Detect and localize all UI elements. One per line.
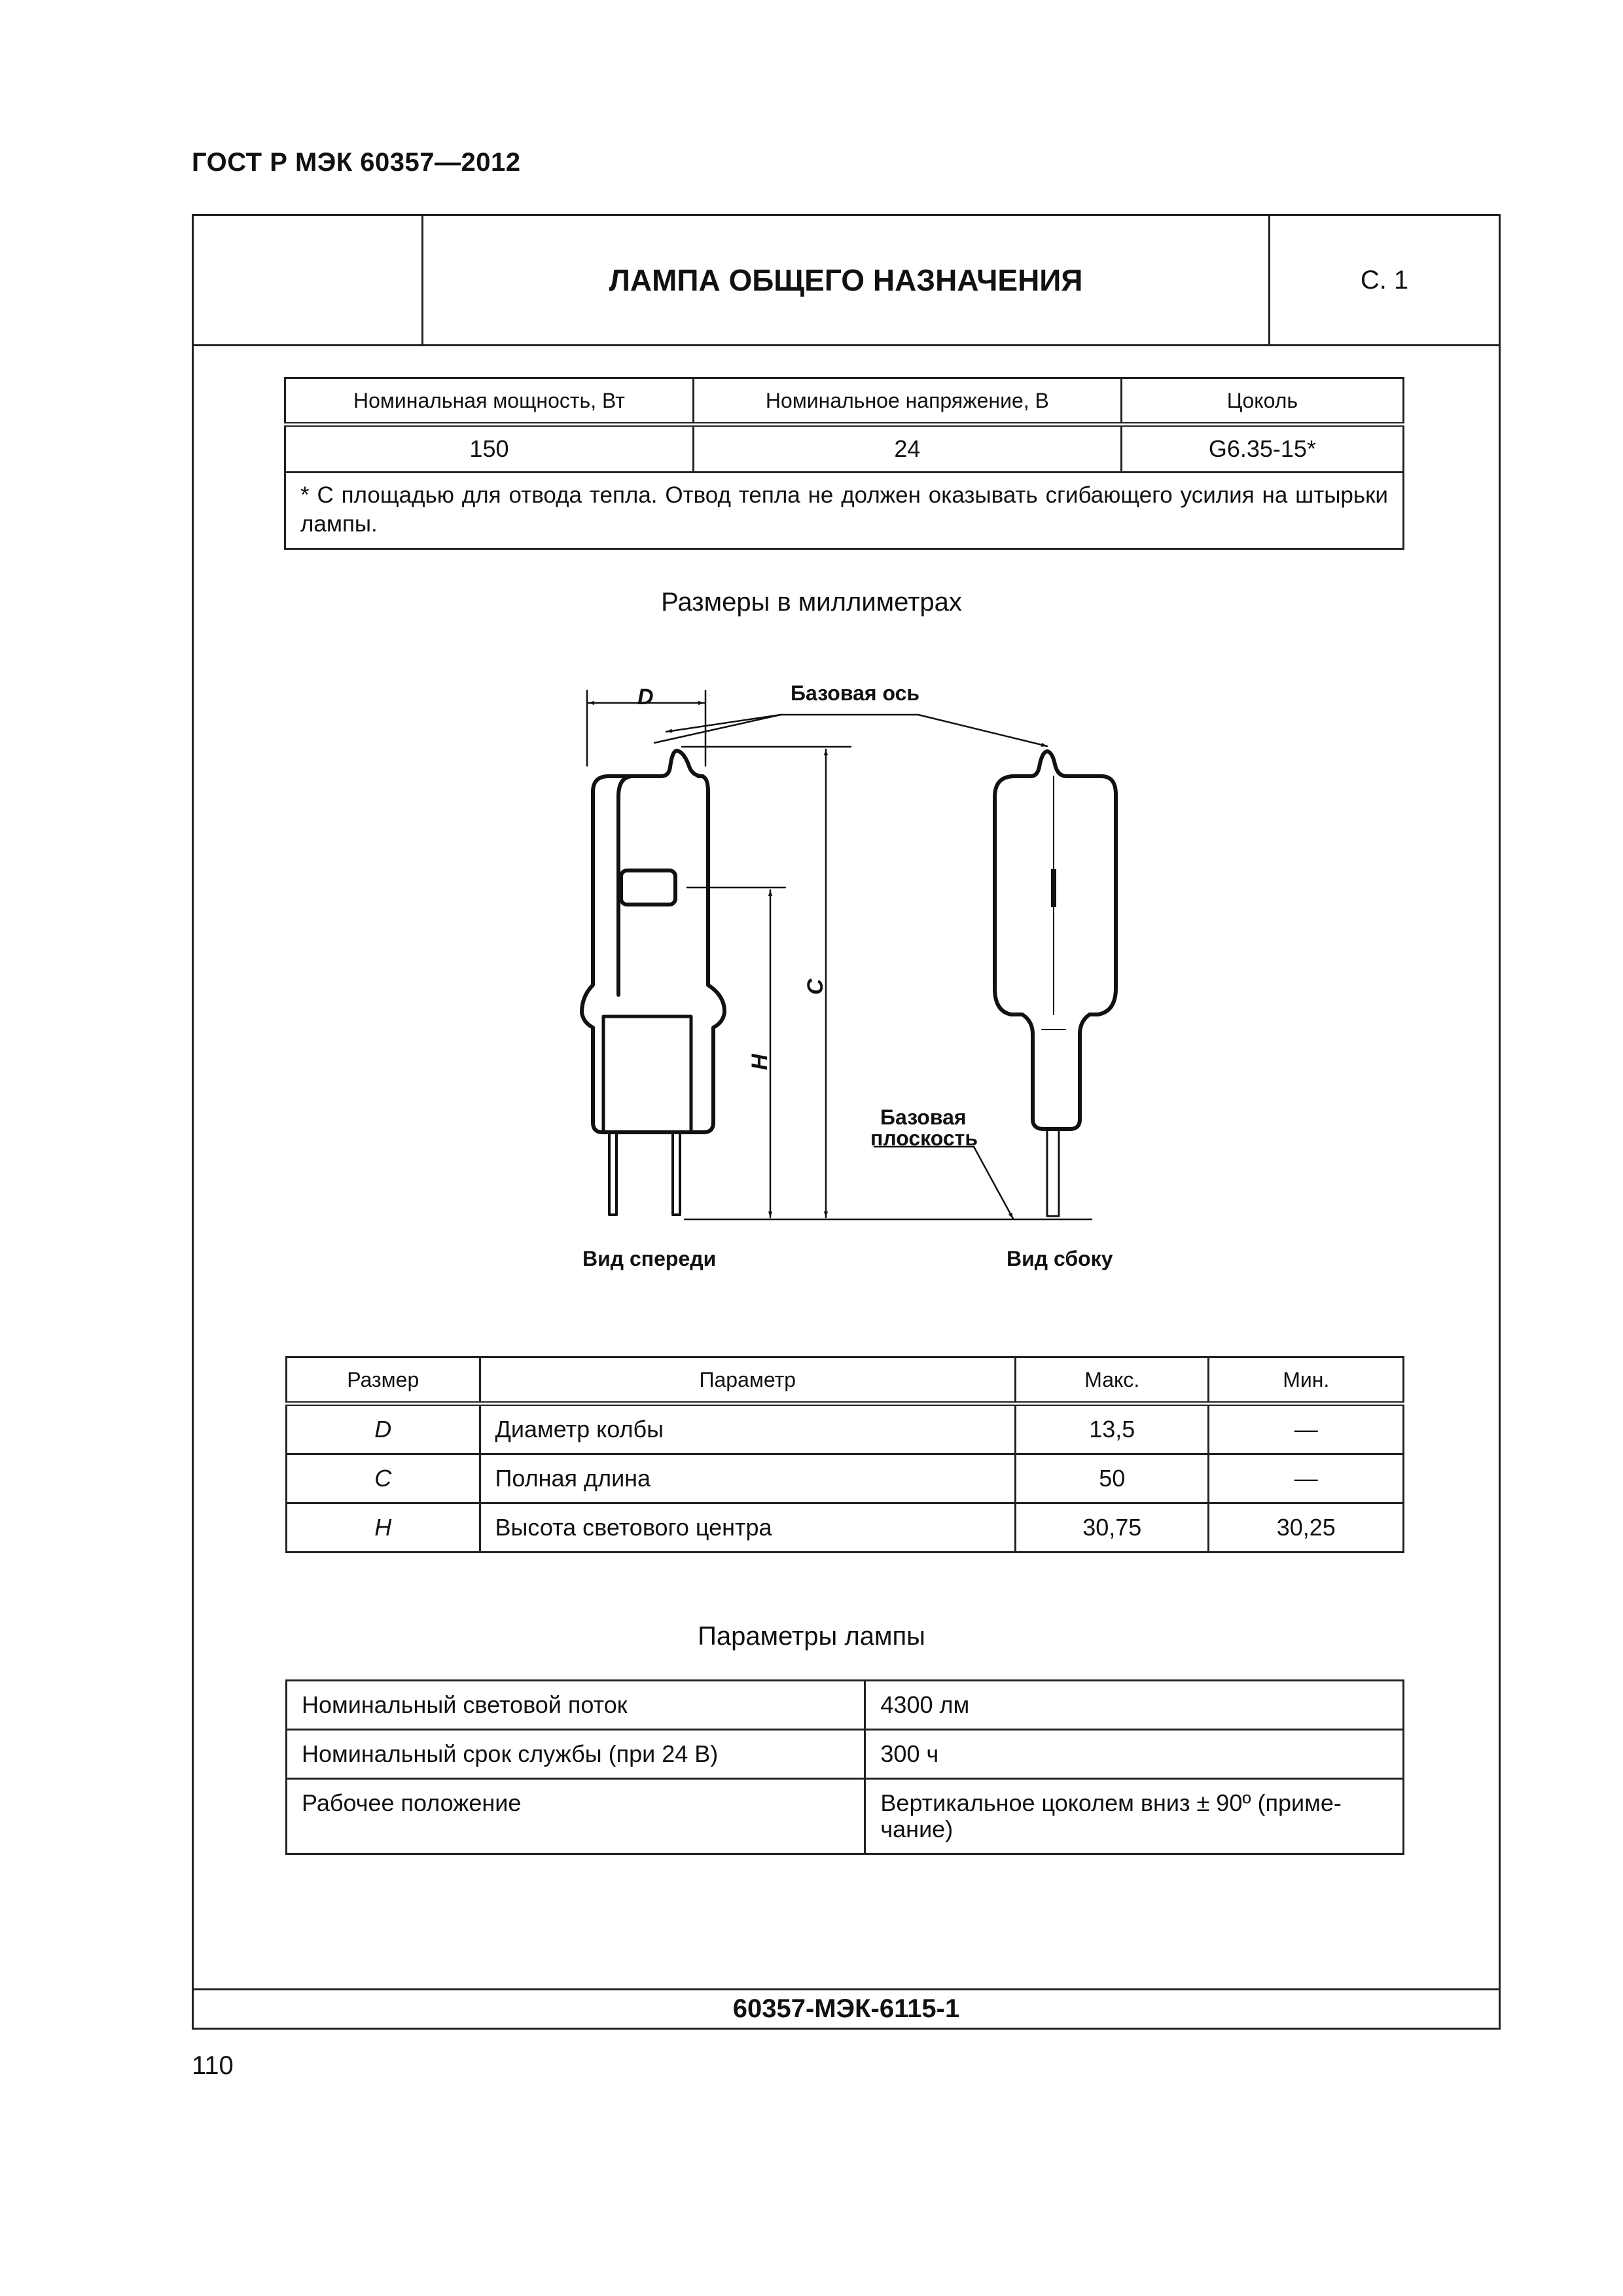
sheet-page-label: С. 1 bbox=[1360, 265, 1409, 295]
dim-symbol: H bbox=[287, 1503, 480, 1552]
spec-header-voltage: Номинальное напряжение, В bbox=[693, 378, 1121, 425]
table-row bbox=[287, 1730, 1404, 1779]
spec-values-row bbox=[285, 425, 1404, 473]
param-name: Номинальный световой поток bbox=[287, 1681, 865, 1730]
table-row bbox=[287, 1779, 1404, 1854]
table-row bbox=[287, 1503, 1404, 1552]
spec-footnote: * С площадью для отвода тепла. Отвод тепла не должен оказывать сгибающего усилия на штырьки лампы. bbox=[285, 473, 1404, 549]
spec-table bbox=[284, 377, 1404, 550]
dim-parameter: Высота светового центра bbox=[480, 1503, 1015, 1552]
sheet-title: ЛАМПА ОБЩЕГО НАЗНАЧЕНИЯ bbox=[423, 216, 1270, 344]
spec-header-cap: Цоколь bbox=[1121, 378, 1403, 425]
dim-min: — bbox=[1209, 1454, 1404, 1503]
lamp-parameters-table bbox=[285, 1679, 1404, 1855]
param-value: 300 ч bbox=[865, 1730, 1404, 1779]
spec-value-power: 150 bbox=[285, 425, 694, 473]
dimension-h-label: H bbox=[747, 1054, 772, 1070]
spec-note-row bbox=[285, 473, 1404, 549]
table-row bbox=[287, 1404, 1404, 1454]
lamp-side-view bbox=[995, 751, 1116, 1216]
dim-max: 13,5 bbox=[1015, 1404, 1209, 1454]
dimension-c-label: C bbox=[803, 978, 828, 995]
lamp-front-view bbox=[582, 751, 724, 1215]
page-number: 110 bbox=[192, 2051, 234, 2080]
param-name: Номинальный срок службы (при 24 В) bbox=[287, 1730, 865, 1779]
dim-max: 50 bbox=[1015, 1454, 1209, 1503]
param-value: 4300 лм bbox=[865, 1681, 1404, 1730]
standard-header: ГОСТ Р МЭК 60357—2012 bbox=[192, 148, 521, 177]
dim-symbol: D bbox=[287, 1404, 480, 1454]
base-plane-label-line1: Базовая bbox=[880, 1105, 967, 1129]
base-axis-label: Базовая ось bbox=[791, 681, 920, 705]
dim-symbol: C bbox=[287, 1454, 480, 1503]
spec-value-cap: G6.35-15* bbox=[1121, 425, 1403, 473]
table-row bbox=[287, 1454, 1404, 1503]
dim-parameter: Полная длина bbox=[480, 1454, 1015, 1503]
spec-header-power: Номинальная мощность, Вт bbox=[285, 378, 694, 425]
sheet-code: 60357-МЭК-6115-1 bbox=[194, 1988, 1499, 2028]
dimension-d-label: D bbox=[637, 685, 654, 709]
lamp-drawing bbox=[543, 664, 1132, 1286]
dimensions-header-row bbox=[287, 1357, 1404, 1404]
dimensions-caption: Размеры в миллиметрах bbox=[661, 588, 962, 617]
param-value: Вертикальное цоколем вниз ± 90º (приме-чание) bbox=[865, 1779, 1404, 1854]
dim-header-parameter: Параметр bbox=[480, 1357, 1015, 1404]
dim-parameter: Диаметр колбы bbox=[480, 1404, 1015, 1454]
dim-min: — bbox=[1209, 1404, 1404, 1454]
spec-header-row bbox=[285, 378, 1404, 425]
front-view-caption: Вид спереди bbox=[582, 1247, 717, 1270]
param-name: Рабочее положение bbox=[287, 1779, 865, 1854]
spec-value-voltage: 24 bbox=[693, 425, 1121, 473]
dim-min: 30,25 bbox=[1209, 1503, 1404, 1552]
dim-header-min: Мин. bbox=[1209, 1357, 1404, 1404]
side-view-caption: Вид сбоку bbox=[1007, 1247, 1113, 1270]
dim-header-size: Размер bbox=[287, 1357, 480, 1404]
dim-header-max: Макс. bbox=[1015, 1357, 1209, 1404]
table-row bbox=[287, 1681, 1404, 1730]
title-blank-cell bbox=[194, 216, 423, 344]
title-block bbox=[194, 216, 1499, 346]
dim-max: 30,75 bbox=[1015, 1503, 1209, 1552]
dimensions-table bbox=[285, 1356, 1404, 1553]
lamp-parameters-caption: Параметры лампы bbox=[698, 1622, 925, 1651]
base-plane-label-line2: плоскость bbox=[870, 1126, 978, 1150]
